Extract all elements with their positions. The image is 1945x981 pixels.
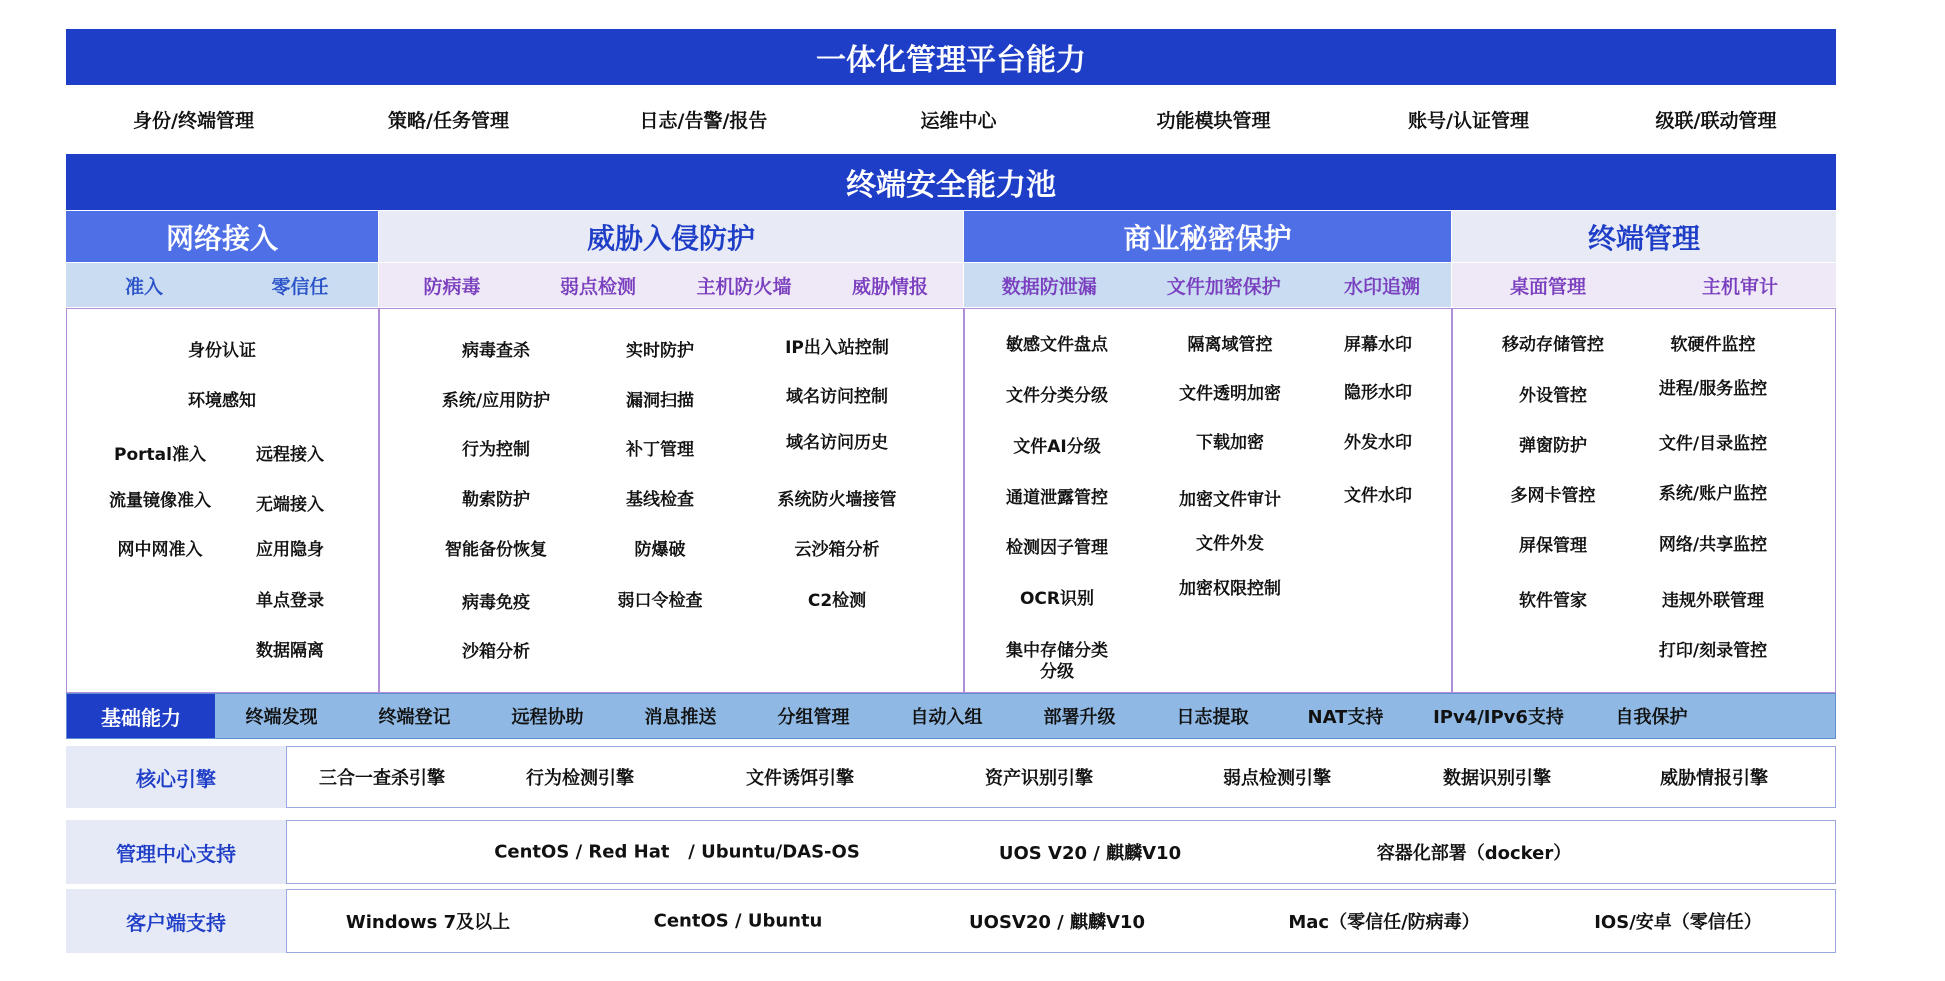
engine-item: 弱点检测引擎: [1223, 768, 1331, 789]
content-network-access: [66, 308, 379, 693]
section-title-threat-protection: 威胁入侵防护: [379, 211, 963, 262]
feature-item: 应用隐身: [256, 540, 324, 560]
feature-item: 病毒免疫: [462, 593, 530, 613]
feature-item: 屏保管理: [1519, 536, 1587, 556]
basic-capability-label: 基础能力: [67, 694, 215, 738]
platform-item: 运维中心: [920, 109, 997, 132]
platform-item: 日志/告警/报告: [639, 109, 768, 132]
engine-item: 三合一查杀引擎: [319, 768, 445, 789]
feature-item: 文件透明加密: [1179, 384, 1281, 404]
feature-item: 弹窗防护: [1519, 436, 1587, 456]
feature-item: C2检测: [807, 591, 867, 611]
feature-item: 网络/共享监控: [1658, 535, 1768, 555]
platform-item: 策略/任务管理: [388, 109, 509, 132]
client-os-item: CentOS / Ubuntu: [653, 910, 823, 932]
basic-item: 分组管理: [777, 707, 850, 728]
platform-item: 级联/联动管理: [1655, 109, 1777, 132]
feature-item: 打印/刻录管控: [1658, 641, 1768, 661]
feature-item: 文件分类分级: [1006, 386, 1108, 406]
feature-item: 集中存储分类: [1006, 641, 1108, 661]
tag: 数据防泄漏: [1001, 275, 1097, 298]
tags-terminal-management: [1452, 263, 1836, 307]
tag: 主机审计: [1701, 275, 1778, 298]
content-threat-protection: [379, 308, 964, 693]
management-center-box: [286, 820, 1836, 884]
content-terminal-management: [1452, 308, 1836, 693]
feature-item: 勒索防护: [462, 490, 530, 510]
feature-item: 敏感文件盘点: [1006, 335, 1108, 355]
feature-item: 分级: [1040, 662, 1074, 682]
feature-item: 外设管控: [1519, 386, 1587, 406]
engine-item: 文件诱饵引擎: [746, 768, 854, 789]
pool-title: 终端安全能力池: [66, 154, 1836, 210]
feature-item: 基线检查: [626, 490, 694, 510]
basic-capability-bar: [66, 693, 1836, 739]
platform-item: 身份/终端管理: [133, 109, 254, 132]
tag: 文件加密保护: [1166, 275, 1281, 298]
feature-item: 系统防火墙接管: [777, 490, 897, 510]
feature-item: 补丁管理: [626, 440, 694, 460]
feature-item: 隔离域管控: [1187, 335, 1273, 355]
basic-item: 自我保护: [1615, 707, 1688, 728]
section-title-terminal-management: 终端管理: [1452, 211, 1836, 262]
platform-capability-row: [66, 96, 1836, 142]
basic-item: IPv4/IPv6支持: [1433, 707, 1564, 728]
tag: 桌面管理: [1509, 275, 1586, 298]
os-support-item: UOS V20 / 麒麟V10: [998, 843, 1182, 864]
feature-item: 病毒查杀: [462, 341, 530, 361]
feature-item: 无端接入: [256, 495, 324, 515]
core-engine-label: 核心引擎: [66, 746, 286, 808]
client-os-item: IOS/安卓（零信任）: [1594, 912, 1762, 933]
feature-item: 加密文件审计: [1179, 490, 1281, 510]
client-os-item: Mac（零信任/防病毒）: [1288, 912, 1480, 933]
basic-item: 自动入组: [910, 707, 983, 728]
feature-item: 软件管家: [1519, 591, 1587, 611]
feature-item: 系统/账户监控: [1658, 484, 1768, 504]
feature-item: 加密权限控制: [1179, 579, 1281, 599]
management-center-label: 管理中心支持: [66, 820, 286, 884]
feature-item: 下载加密: [1196, 433, 1264, 453]
platform-title: 一体化管理平台能力: [66, 29, 1836, 85]
engine-item: 威胁情报引擎: [1660, 768, 1768, 789]
basic-item: 消息推送: [644, 707, 717, 728]
feature-item: 隐形水印: [1344, 383, 1412, 403]
core-engine-box: [286, 746, 1836, 808]
feature-item: 文件AI分级: [1013, 437, 1101, 457]
basic-item: 日志提取: [1176, 707, 1249, 728]
feature-item: 实时防护: [626, 341, 694, 361]
tag: 主机防火墙: [696, 275, 792, 298]
tag: 准入: [124, 275, 163, 298]
feature-item: 文件水印: [1344, 486, 1412, 506]
tag: 威胁情报: [851, 275, 928, 298]
content-secret-protection: [964, 308, 1452, 693]
feature-item: 环境感知: [188, 391, 256, 411]
feature-item: 文件/目录监控: [1658, 434, 1768, 454]
feature-item: 软硬件监控: [1670, 335, 1756, 355]
feature-item: 流量镜像准入: [109, 491, 211, 511]
feature-item: 文件外发: [1196, 534, 1264, 554]
feature-item: 移动存储管控: [1502, 335, 1604, 355]
tags-threat-protection: [379, 263, 963, 307]
tag: 水印追溯: [1344, 275, 1421, 298]
tags-secret-protection: [964, 263, 1451, 307]
client-support-label: 客户端支持: [66, 889, 286, 953]
feature-item: 系统/应用防护: [441, 391, 551, 411]
feature-item: 身份认证: [188, 341, 256, 361]
tags-network-access: [66, 263, 378, 307]
feature-item: 屏幕水印: [1344, 335, 1412, 355]
feature-item: 进程/服务监控: [1658, 379, 1768, 399]
feature-item: 智能备份恢复: [445, 540, 547, 560]
os-support-item: 容器化部署（docker）: [1376, 843, 1572, 864]
feature-item: 弱口令检查: [617, 591, 703, 611]
client-os-item: UOSV20 / 麒麟V10: [969, 912, 1145, 933]
feature-item: 行为控制: [462, 440, 530, 460]
feature-item: 通道泄露管控: [1006, 488, 1108, 508]
basic-item: 终端登记: [378, 707, 451, 728]
feature-item: 漏洞扫描: [626, 391, 694, 411]
engine-item: 资产识别引擎: [985, 768, 1093, 789]
basic-item: 终端发现: [245, 707, 318, 728]
feature-item: 违规外联管理: [1662, 591, 1764, 611]
client-support-box: [286, 889, 1836, 953]
feature-item: 数据隔离: [256, 641, 324, 661]
feature-item: 远程接入: [256, 445, 324, 465]
engine-item: 行为检测引擎: [526, 768, 634, 789]
section-title-secret-protection: 商业秘密保护: [964, 211, 1451, 262]
feature-item: 域名访问控制: [786, 387, 888, 407]
feature-item: 云沙箱分析: [794, 540, 880, 560]
section-title-network-access: 网络接入: [66, 211, 378, 262]
engine-item: 数据识别引擎: [1443, 768, 1551, 789]
feature-item: 沙箱分析: [462, 642, 530, 662]
feature-item: 域名访问历史: [786, 433, 888, 453]
basic-capability-items: [215, 694, 1835, 738]
basic-item: 远程协助: [511, 707, 584, 728]
feature-item: 防爆破: [634, 540, 686, 560]
tag: 弱点检测: [559, 275, 636, 298]
platform-item: 账号/认证管理: [1408, 109, 1529, 132]
os-support-item: CentOS / Red Hat / Ubuntu/DAS-OS: [494, 841, 860, 863]
feature-item: Portal准入: [114, 445, 206, 465]
platform-item: 功能模块管理: [1156, 109, 1271, 132]
feature-item: 检测因子管理: [1006, 538, 1108, 558]
basic-item: 部署升级: [1043, 707, 1116, 728]
feature-item: IP出入站控制: [785, 338, 889, 358]
feature-item: 网中网准入: [117, 540, 203, 560]
tag: 防病毒: [423, 275, 481, 298]
basic-item: NAT支持: [1307, 707, 1384, 728]
feature-item: 多网卡管控: [1510, 486, 1596, 506]
tag: 零信任: [271, 275, 329, 298]
client-os-item: Windows 7及以上: [345, 912, 511, 933]
feature-item: 单点登录: [256, 591, 324, 611]
feature-item: OCR识别: [1019, 589, 1095, 609]
feature-item: 外发水印: [1344, 433, 1412, 453]
